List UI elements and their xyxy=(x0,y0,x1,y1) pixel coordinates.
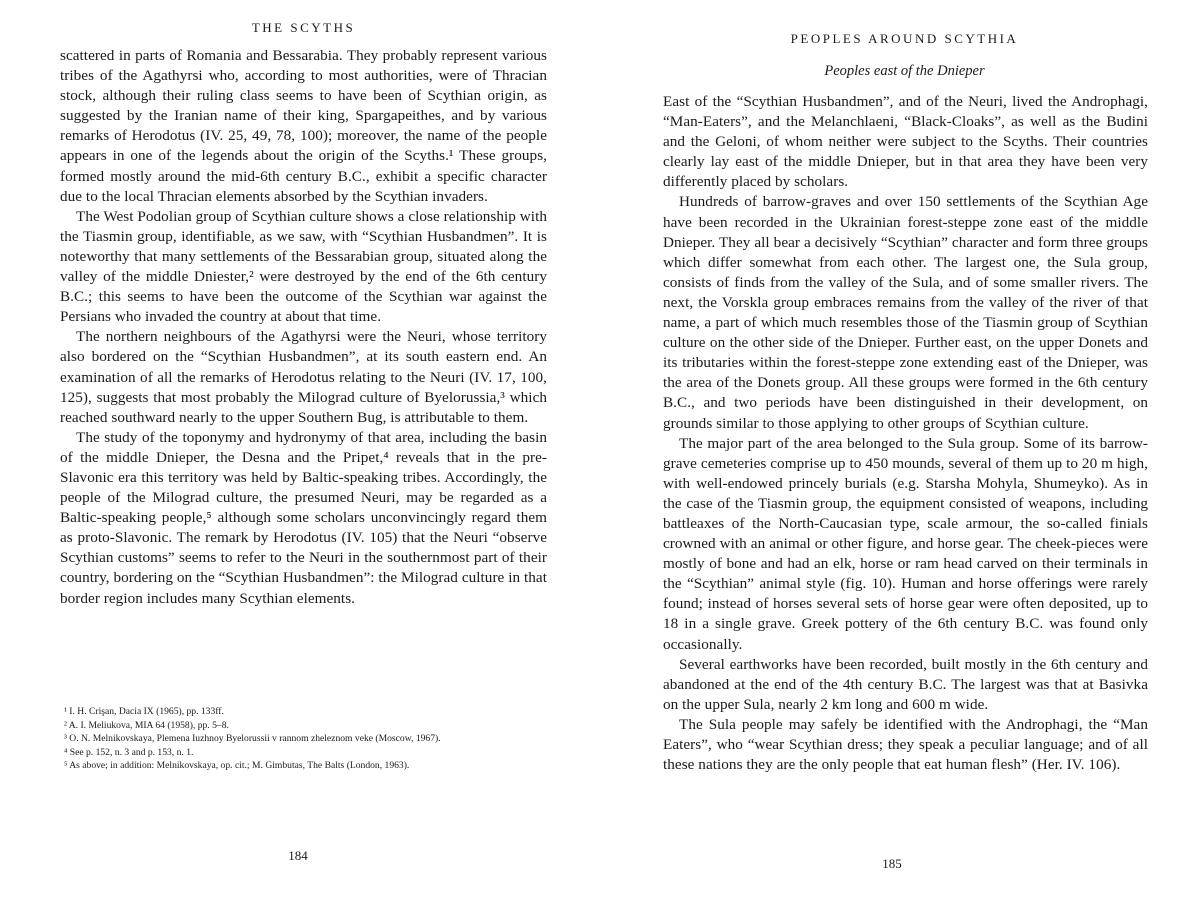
footnotes xyxy=(64,705,544,773)
paragraph: The West Podolian group of Scythian culture shows a close relationship with the Tiasmin group, identifiable, as we saw, with “Scythian Husbandmen”. It is noteworthy that many settlements of the Bessarabian group, situated along the valley of the middle Dniester,² were destroyed by the end of the 6th century B.C.; this seems to have been the outcome of the Scythian war against the Persians who invaded the country at about that time. xyxy=(60,207,547,326)
paragraph: The northern neighbours of the Agathyrsi were the Neuri, whose territory also bordered on the “Scythian Husbandmen”, at its south eastern end. An examination of all the remarks of Herodotus relating to the Neuri (IV. 17, 100, 125), suggests that most probably the Milograd culture of Byelorussia,³ which reached southward nearly to the upper Southern Bug, is attributable to them. xyxy=(60,328,547,426)
footnote: ² A. I. Meliukova, MIA 64 (1958), pp. 5–8. xyxy=(64,719,229,731)
section-heading: Peoples east of the Dnieper xyxy=(824,63,985,79)
footnote: ⁴ See p. 152, n. 3 and p. 153, n. 1. xyxy=(64,746,194,758)
running-head: THE SCYTHS xyxy=(251,20,356,35)
paragraph: scattered in parts of Romania and Bessarabia. They probably represent various tribes of the Agathyrsi who, according to most authorities, were of Thracian stock, although their ruling class seems to have been of Scythian origin, as suggested by the Iranian name of their king, Spargapeithes, and by various remarks of Herodotus (IV. 25, 49, 78, 100); moreover, the name of the people appears in one of the legends about the origin of the Scyths.¹ These groups, formed mostly around the mid-6th century B.C., exhibit a specific character due to the local Thracian elements absorbed by the Scythian invaders. xyxy=(60,47,547,205)
page-number: 185 xyxy=(882,856,902,871)
paragraph: The major part of the area belonged to the Sula group. Some of its barrow-grave cemeteries comprise up to 450 mounds, several of them up to 20 m high, with well-endowed princely burials (e.g. Starsha Mohyla, Shumeyko). As in the case of the Tiasmin group, the equipment consisted of weapons, including battleaxes of the North-Caucasian type, scale armour, the so-called finials crowned with an animal or other figure, and horse gear. The cheek-pieces were mostly of bone and had an elk, horse or ram head carved on their terminals in the “Scythian” animal style (fig. 10). Human and horse offerings were rarely found; instead of horses several sets of horse gear were often deposited, up to 18 in a single grave. Greek pottery of the 6th century B.C. was found only occasionally. xyxy=(663,434,1148,653)
footnote: ¹ I. H. Crişan, Dacia IX (1965), pp. 133ff. xyxy=(64,706,224,717)
right-page xyxy=(600,0,1200,917)
paragraph: The Sula people may safely be identified with the Androphagi, the “Man Eaters”, who “wear Scythian dress; they speak a peculiar language; and of all these nations they are the only people that eat human flesh” (Her. IV. 106). xyxy=(663,715,1148,774)
running-head: PEOPLES AROUND SCYTHIA xyxy=(790,31,1019,46)
page-number: 184 xyxy=(288,848,308,863)
body-text xyxy=(663,92,1148,775)
paragraph: Several earthworks have been recorded, built mostly in the 6th century and abandoned at the end of the 4th century B.C. The largest was that at Basivka on the upper Sula, nearly 2 km long and 600 m wide. xyxy=(663,655,1148,713)
body-text xyxy=(60,46,547,609)
footnote: ³ O. N. Melnikovskaya, Plemena Iuzhnoy Byelorussii v rannom zheleznom veke (Moscow, 1967). xyxy=(64,733,441,745)
paragraph: The study of the toponymy and hydronymy of that area, including the basin of the middle Dnieper, the Desna and the Pripet,⁴ reveals that in the pre-Slavonic era this territory was held by Baltic-speaking tribes. Accordingly, the people of the Milograd culture, the presumed Neuri, may be regarded as a Baltic-speaking people,⁵ although some scholars unconvincingly regard them as proto-Slavonic. The remark by Herodotus (IV. 105) that the Neuri “observe Scythian customs” seems to refer to the Neuri in the southernmost part of their country, bordering on the “Scythian Husbandmen”: the Milograd culture in that border region includes many Scythian elements. xyxy=(60,428,547,607)
paragraph: Hundreds of barrow-graves and over 150 settlements of the Scythian Age have been recorded in the Ukrainian forest-steppe zone east of the middle Dnieper. They all bear a decisively “Scythian” character and form three groups which differ somewhat from each other. The largest one, the Sula group, consists of finds from the valley of the Sula, and of some smaller rivers. The next, the Vorskla group embraces remains from the valley of the river of that name, a part of which much resembles those of the Tiasmin group of Scythian culture on the other side of the Dnieper. Further east, on the upper Donets and its tributaries within the forest-steppe zone extending east of the Dnieper, was the area of the Donets group. All these groups were formed in the 6th century B.C., and two periods have been distinguished in their development, on grounds similar to those applying to other groups of Scythian culture. xyxy=(663,193,1148,432)
footnote: ⁵ As above; in addition: Melnikovskaya, op. cit.; M. Gimbutas, The Balts (London, 1963). xyxy=(64,760,410,772)
paragraph: East of the “Scythian Husbandmen”, and of the Neuri, lived the Androphagi, “Man-Eaters”, and the Melanchlaeni, “Black-Cloaks”, as well as the Budini and the Geloni, of whom neither were subject to the Scyths. Their countries clearly lay east of the middle Dnieper, but in that area they have been very differently placed by scholars. xyxy=(663,93,1148,191)
